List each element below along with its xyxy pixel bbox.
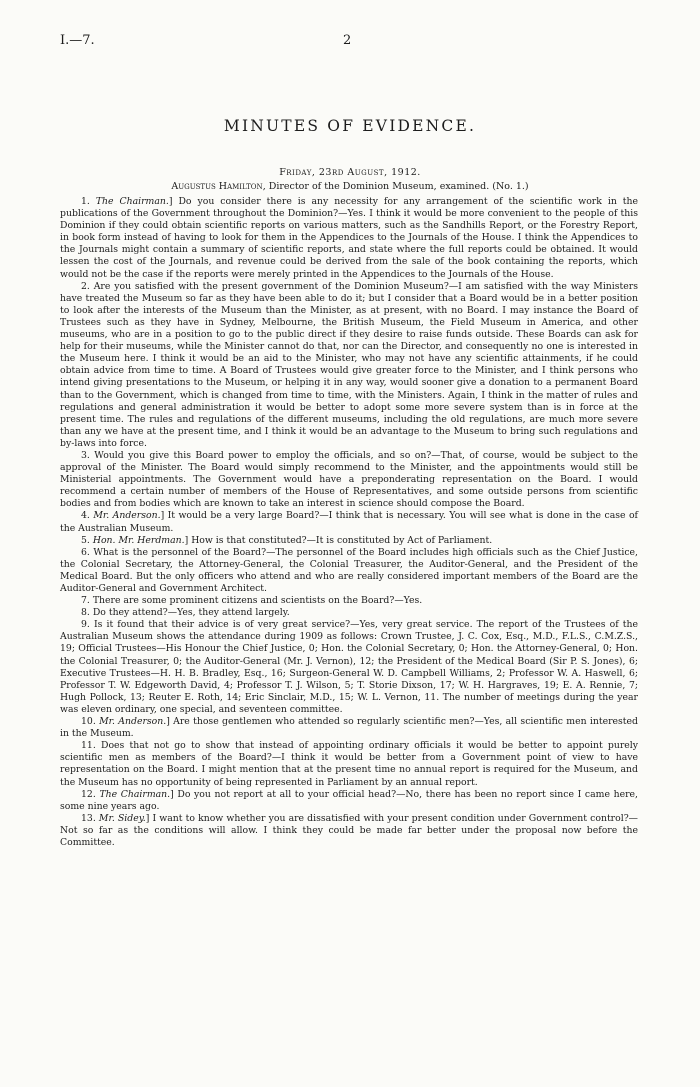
paragraph-text: ] Do you not report at all to your official head?—No, there has been no report since I came here, some nine years ago. — [60, 788, 638, 812]
question-number: 1. — [81, 196, 90, 207]
evidence-paragraph — [60, 535, 638, 547]
question-number: 7. — [81, 595, 90, 607]
evidence-paragraph — [60, 740, 638, 788]
question-number: 11. — [81, 740, 96, 752]
speaker-name: Mr. Anderson. — [99, 716, 167, 728]
speaker-name: The Chairman. — [95, 196, 169, 207]
witness-line — [60, 181, 640, 192]
document-title: MINUTES OF EVIDENCE. — [223, 117, 477, 135]
paragraph-text: What is the personnel of the Board?—The personnel of the Board includes high officials such as the Chief Justice, the Colonial Secretary, the Attorney-General, the Colonial Treasurer, the Auditor-General, and the President of the Medical Board. But the only officers who attend and who are really considered important members of the Board are the Auditor-General and Government Architect. — [60, 546, 638, 594]
evidence-paragraph — [60, 789, 638, 813]
evidence-body — [60, 196, 638, 849]
question-number: 6. — [81, 546, 90, 558]
paragraph-text: Are you satisfied with the present government of the Dominion Museum?—I am satisfied with the way Ministers have treated the Museum so far as they have been able to do it; but I consider that a Board would be in a better position to look after the interests of the Museum than the Minister, as at present, with no Board. I may instance the Board of Trustees such as they have in Sydney, Melbourne, the British Museum, the Field Museum in America, and other museums, who are in a position to go to the public direct if they desire to raise funds outside. These Boards can ask for help for their museums, while the Minister cannot do that, nor can the Director, and consequently no one is interested in the Museum here. I think it would be an aid to the Minister, who may not have any scientific attainments, if he could obtain advice from time to time. A Board of Trustees would give greater force to the Minister, and I think persons who intend giving presentations to the Museum, or helping it in any way, would sooner give a donation to a permanent Board than to the Government, which is changed from time to time, with the Ministers. Again, I think in the matter of rules and regulations and general administration it would be better to adopt some more severe system than is in force at the present time. The rules and regulations of the different museums, including the old regulations, are much more severe than any we have at the present time, and I think it would be an advantage to the Museum to bring such regulations and by-laws into force. — [60, 280, 638, 449]
paragraph-text: Does that not go to show that instead of appointing ordinary officials it would be better to appoint purely scientific men as members of the Board?—I think it would be better from a Government point of view to have representation on the Board. I might mention that at the present time no annual report is required for the Museum, and the Museum has no opportunity of being represented in Parliament by an annual report. — [60, 740, 638, 788]
paragraph-text: Do they attend?—Yes, they attend largely. — [89, 607, 290, 619]
evidence-paragraph — [60, 607, 638, 619]
paragraph-text: ] It would be a very large Board?—I think that is necessary. You will see what is done in the case of the Australian Museum. — [60, 510, 638, 534]
evidence-paragraph — [60, 547, 638, 595]
evidence-paragraph — [60, 716, 638, 740]
question-number: 5. — [81, 534, 90, 546]
paragraph-text: There are some prominent citizens and scientists on the Board?—Yes. — [89, 595, 423, 607]
evidence-paragraph — [60, 510, 638, 534]
paragraph-text: ] How is that constituted?—It is constituted by Act of Parliament. — [184, 534, 493, 546]
question-number: 4. — [81, 510, 90, 522]
page-number: 2 — [343, 33, 352, 48]
evidence-paragraph — [60, 595, 638, 607]
page-reference: I.—7. — [60, 33, 95, 48]
hearing-date: Friday, 23rd August, 1912. — [279, 167, 421, 178]
question-number: 12. — [81, 788, 96, 800]
speaker-name: Mr. Sidey. — [98, 812, 146, 824]
question-number: 2. — [81, 280, 90, 292]
speaker-name: Mr. Anderson. — [93, 510, 161, 522]
question-number: 8. — [81, 607, 90, 619]
speaker-name: Hon. Mr. Herdman. — [92, 534, 185, 546]
witness-name: Augustus Hamilton — [171, 181, 263, 192]
question-number: 10. — [81, 716, 96, 728]
witness-description: , Director of the Dominion Museum, examined. (No. 1.) — [262, 181, 529, 192]
paragraph-text: Is it found that their advice is of very great service?—Yes, very great service. The report of the Trustees of the Australian Museum shows the attendance during 1909 as follows: Crown Trustee, J. C. Cox, Esq., M.D., F.L.S., C.M.Z.S., 19; Official Trustees—His Honour the Chief Justice, 0; Hon. the Colonial Secretary, 0; Hon. the Attorney-General, 0; Hon. the Colonial Treasurer, 0; the Auditor-General (Mr. J. Vernon), 12; the President of the Medical Board (Sir P. S. Jones), 6; Executive Trustees—H. H. B. Bradley, Esq., 16; Surgeon-General W. D. Campbell Williams, 2; Professor W. A. Haswell, 6; Professor T. W. Edgeworth David, 4; Professor T. J. Wilson, 5; T. Storie Dixson, 17; W. H. Hargraves, 19; E. A. Rennie, 7; Hugh Pollock, 13; Reuter E. Roth, 14; Eric Sinclair, M.D., 15; W. L. Vernon, 11. The number of meetings during the year was eleven ordinary, one special, and seventeen committee. — [60, 619, 638, 715]
paragraph-text: ] Are those gentlemen who attended so regularly scientific men?—Yes, all scientific men interested in the Museum. — [60, 716, 638, 740]
evidence-paragraph — [60, 281, 638, 450]
question-number: 13. — [81, 812, 96, 824]
question-number: 9. — [81, 619, 90, 631]
evidence-paragraph — [60, 813, 638, 849]
evidence-paragraph — [60, 450, 638, 510]
paragraph-text: Would you give this Board power to employ the officials, and so on?—That, of course, would be subject to the approval of the Minister. The Board would simply recommend to the Minister, and the appointments would still be Ministerial appointments. The Government would have a preponderating representation on the Board. I would recommend a certain number of members of the House of Representatives, and some outside persons from scientific bodies and from bodies which are known to take an interest in science should compose the Board. — [60, 449, 638, 510]
paragraph-text: ] Do you consider there is any necessity for any arrangement of the scientific work in the publications of the Government throughout the Dominion?—Yes. I think it would be more convenient to the people of this Dominion if they could obtain scientific reports on various matters, such as the Sandhills Report, or the Forestry Report, in book form instead of having to look for them in the Appendices to the Journals of the House. I think the Appendices to the Journals might contain a summary of scientific reports, and state where the full reports could be obtained. It would lessen the cost of the Journals, and revenue could be derived from the sale of the book containing the reports, which would not be the case if the reports were merely printed in the Appendices to the Journals of the House. — [60, 196, 638, 280]
speaker-name: The Chairman. — [99, 788, 171, 800]
question-number: 3. — [81, 449, 90, 461]
evidence-paragraph — [60, 196, 638, 281]
paragraph-text: ] I want to know whether you are dissatisfied with your present condition under Government control?—Not so far as the conditions will allow. I think they could be made far better under the proposal now before the Committee. — [60, 812, 638, 848]
evidence-paragraph — [60, 619, 638, 716]
